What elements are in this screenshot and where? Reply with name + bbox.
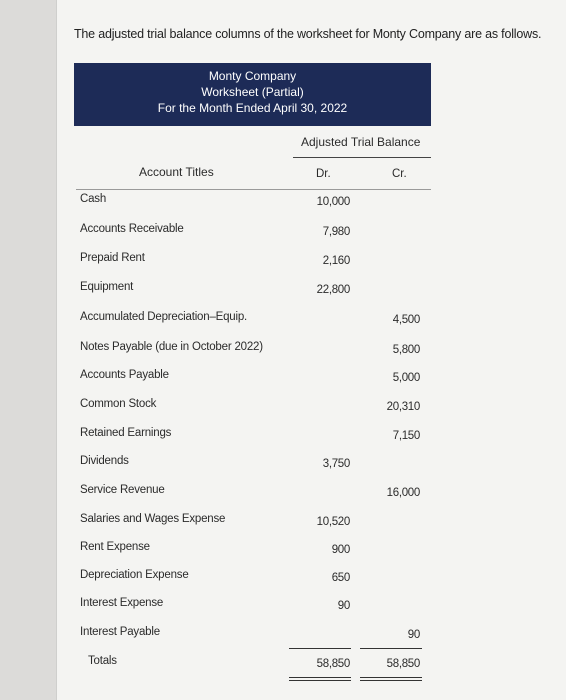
- account-name: Notes Payable (due in October 2022): [80, 341, 263, 353]
- account-name: Retained Earnings: [80, 427, 172, 439]
- account-row: [0, 569, 566, 589]
- totals-row: [0, 655, 566, 675]
- account-name: Interest Expense: [80, 597, 164, 609]
- account-name: Depreciation Expense: [80, 569, 189, 581]
- debit-amount: 900: [331, 544, 350, 556]
- debit-amount: 3,750: [322, 458, 350, 470]
- account-name: Prepaid Rent: [80, 252, 145, 264]
- account-name: Dividends: [80, 455, 129, 467]
- credit-double-rule-top: [360, 677, 422, 678]
- account-row: [0, 455, 566, 475]
- account-name: Accounts Receivable: [80, 223, 184, 235]
- problem-intro: The adjusted trial balance columns of the worksheet for Monty Company are as follows.: [74, 27, 542, 41]
- credit-column-heading: Cr.: [392, 168, 407, 180]
- credit-double-rule-bottom: [360, 680, 422, 681]
- worksheet-subtitle: Worksheet (Partial): [201, 85, 304, 99]
- account-name: Accounts Payable: [80, 369, 169, 381]
- debit-amount: 10,000: [316, 196, 350, 208]
- credit-total: 58,850: [386, 658, 420, 670]
- worksheet-header: [74, 63, 431, 126]
- account-row: [0, 398, 566, 418]
- account-name: Service Revenue: [80, 484, 165, 496]
- debit-column-heading: Dr.: [316, 168, 331, 180]
- title-divider: [76, 189, 431, 190]
- credit-total-rule: [360, 648, 422, 649]
- account-row: [0, 369, 566, 389]
- debit-amount: 10,520: [316, 516, 350, 528]
- account-name: Equipment: [80, 281, 134, 293]
- account-row: [0, 626, 566, 646]
- account-row: [0, 541, 566, 561]
- account-name: Cash: [80, 193, 107, 205]
- credit-amount: 16,000: [386, 487, 420, 499]
- account-row: [0, 484, 566, 504]
- account-row: [0, 597, 566, 617]
- adjusted-trial-balance-heading: Adjusted Trial Balance: [301, 135, 421, 149]
- debit-total-rule: [289, 648, 351, 649]
- credit-amount: 5,800: [392, 344, 420, 356]
- debit-amount: 650: [331, 572, 350, 584]
- credit-amount: 5,000: [392, 372, 420, 384]
- account-titles-heading: Account Titles: [139, 165, 214, 179]
- account-row: [0, 427, 566, 447]
- credit-amount: 4,500: [392, 314, 420, 326]
- account-row: [0, 193, 566, 213]
- debit-double-rule-bottom: [289, 680, 351, 681]
- account-row: [0, 252, 566, 272]
- period-label: For the Month Ended April 30, 2022: [157, 101, 348, 115]
- credit-amount: 90: [407, 629, 420, 641]
- account-row: [0, 341, 566, 361]
- debit-amount: 90: [337, 600, 350, 612]
- totals-label: Totals: [88, 655, 117, 667]
- account-name: Salaries and Wages Expense: [80, 513, 226, 525]
- debit-amount: 22,800: [316, 284, 350, 296]
- debit-amount: 7,980: [322, 226, 350, 238]
- credit-amount: 7,150: [392, 430, 420, 442]
- account-row: [0, 513, 566, 533]
- account-name: Rent Expense: [80, 541, 150, 553]
- account-row: [0, 281, 566, 301]
- debit-amount: 2,160: [322, 255, 350, 267]
- credit-amount: 20,310: [386, 401, 420, 413]
- account-name: Common Stock: [80, 398, 157, 410]
- debit-double-rule-top: [289, 677, 351, 678]
- account-name: Accumulated Depreciation–Equip.: [80, 311, 248, 323]
- debit-total: 58,850: [316, 658, 350, 670]
- account-row: [0, 223, 566, 243]
- company-name: Monty Company: [208, 69, 297, 83]
- account-name: Interest Payable: [80, 626, 160, 638]
- heading-divider: [293, 157, 431, 158]
- account-row: [0, 311, 566, 331]
